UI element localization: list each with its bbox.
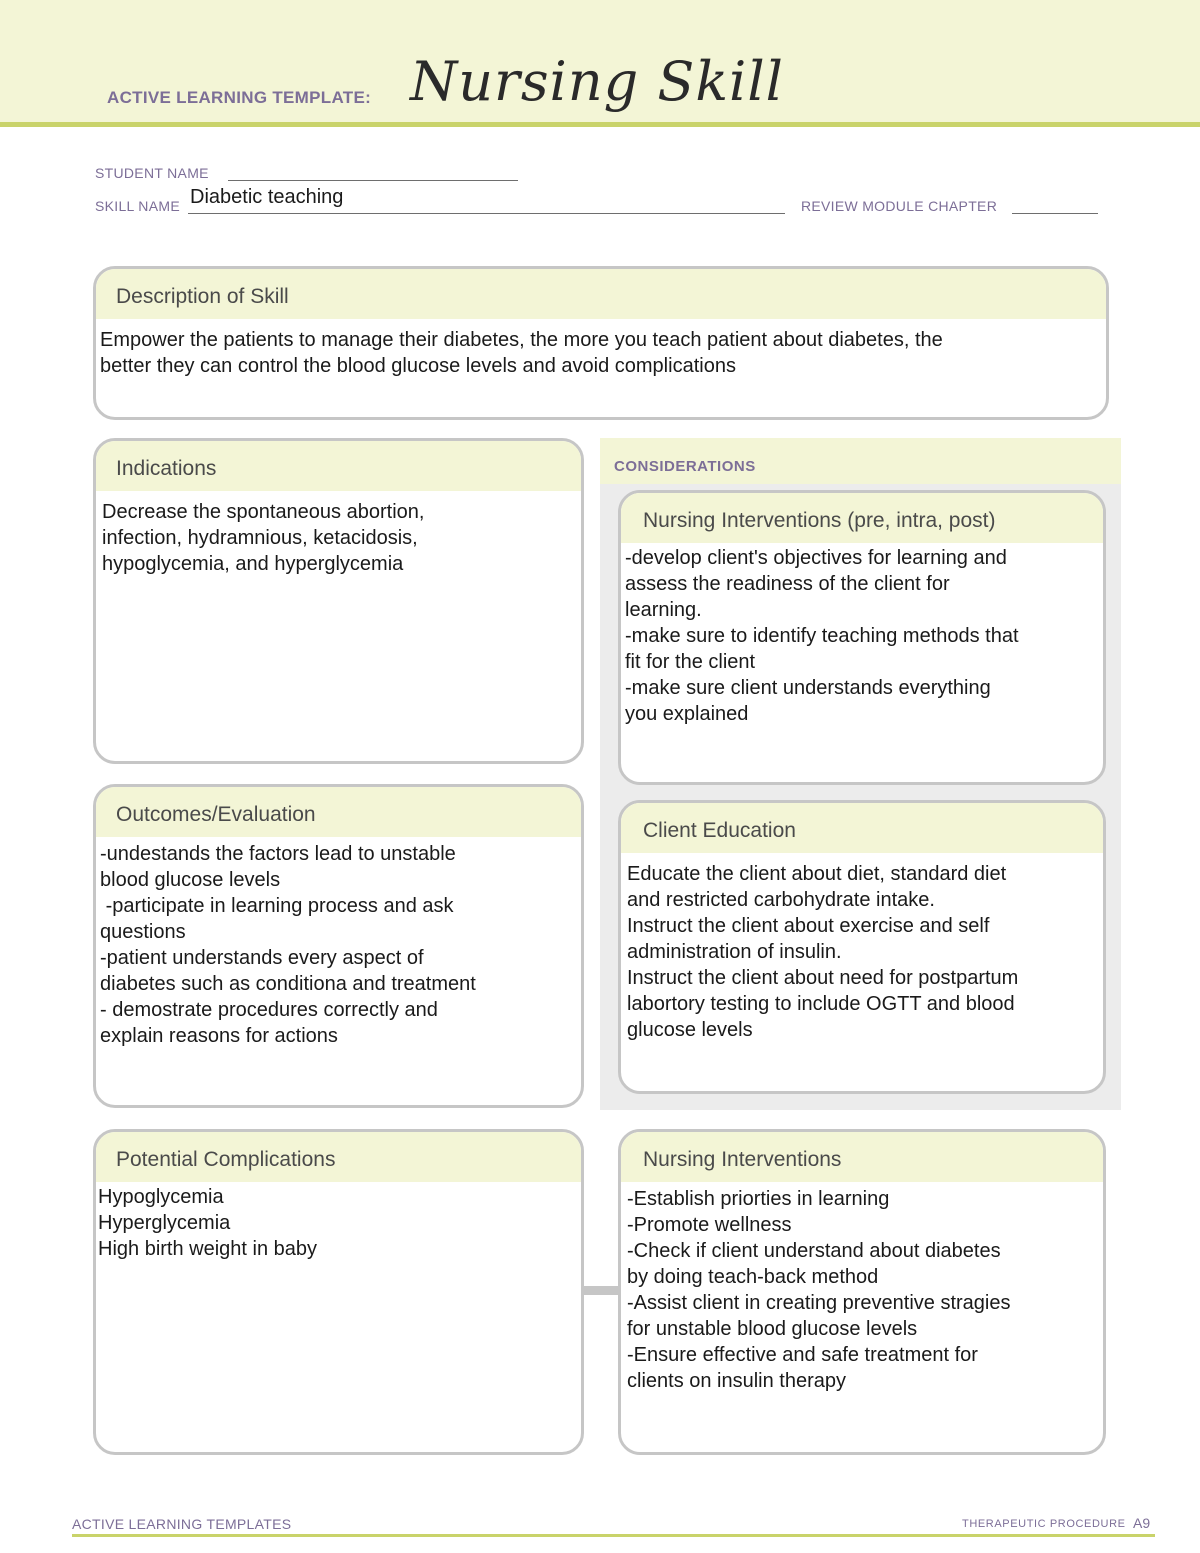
outcomes-title: Outcomes/Evaluation xyxy=(96,787,581,837)
nursing-interventions-pip-line: learning. xyxy=(625,599,702,621)
complications-title: Potential Complications xyxy=(96,1132,581,1182)
nursing-interventions-title: Nursing Interventions xyxy=(621,1132,1103,1182)
client-education-title: Client Education xyxy=(621,803,1103,853)
nursing-interventions-pip-body xyxy=(621,543,1103,727)
footer-left: ACTIVE LEARNING TEMPLATES xyxy=(72,1516,292,1532)
client-education-body xyxy=(621,853,1103,1043)
student-name-field[interactable] xyxy=(228,180,518,181)
complications-line: High birth weight in baby xyxy=(98,1238,318,1260)
footer-rule xyxy=(72,1534,1155,1537)
nursing-interventions-pip-line: -develop client's objectives for learning and xyxy=(625,547,1007,569)
indications-line: Decrease the spontaneous abortion, xyxy=(102,501,425,523)
nursing-interventions-line: clients on insulin therapy xyxy=(627,1370,847,1392)
template-label: ACTIVE LEARNING TEMPLATE: xyxy=(107,88,372,107)
nursing-interventions-line: -Assist client in creating preventive stragies xyxy=(627,1292,1011,1314)
indications-body xyxy=(96,491,581,577)
outcomes-line: -undestands the factors lead to unstable xyxy=(100,843,456,865)
nursing-interventions-pip-line: fit for the client xyxy=(625,651,756,673)
review-module-field[interactable] xyxy=(1012,213,1098,214)
indications-title: Indications xyxy=(96,441,581,491)
connector-bar xyxy=(583,1286,620,1295)
outcomes-line: questions xyxy=(100,921,186,943)
nursing-interventions-pip-box xyxy=(618,490,1106,785)
client-education-line: and restricted carbohydrate intake. xyxy=(627,889,935,911)
complications-body xyxy=(96,1182,581,1262)
client-education-line: Educate the client about diet, standard diet xyxy=(627,863,1007,885)
nursing-interventions-line: by doing teach-back method xyxy=(627,1266,879,1288)
description-title: Description of Skill xyxy=(96,269,1106,319)
outcomes-line: -participate in learning process and ask xyxy=(100,895,454,917)
complications-box xyxy=(93,1129,584,1455)
indications-box xyxy=(93,438,584,764)
description-line: better they can control the blood glucose levels and avoid complications xyxy=(100,355,736,377)
nursing-interventions-box xyxy=(618,1129,1106,1455)
skill-name-value: Diabetic teaching xyxy=(190,186,344,208)
complications-line: Hyperglycemia xyxy=(98,1212,231,1234)
nursing-interventions-body xyxy=(621,1182,1103,1394)
description-body xyxy=(96,319,1106,379)
nursing-interventions-line: -Ensure effective and safe treatment for xyxy=(627,1344,978,1366)
nursing-interventions-pip-title: Nursing Interventions (pre, intra, post) xyxy=(621,493,1103,543)
outcomes-line: - demostrate procedures correctly and xyxy=(100,999,438,1021)
nursing-interventions-line: for unstable blood glucose levels xyxy=(627,1318,918,1340)
description-box xyxy=(93,266,1109,420)
page-number: A9 xyxy=(1133,1515,1151,1531)
nursing-interventions-pip-line: -make sure client understands everything xyxy=(625,677,991,699)
considerations-label: CONSIDERATIONS xyxy=(614,458,756,475)
client-education-line: Instruct the client about exercise and self xyxy=(627,915,990,937)
header-rule xyxy=(0,122,1200,127)
nursing-interventions-line: -Promote wellness xyxy=(627,1214,792,1236)
outcomes-line: blood glucose levels xyxy=(100,869,281,891)
review-module-label: REVIEW MODULE CHAPTER xyxy=(801,198,998,214)
nursing-interventions-pip-line: assess the readiness of the client for xyxy=(625,573,950,595)
footer-right: THERAPEUTIC PROCEDURE xyxy=(962,1518,1126,1530)
complications-line: Hypoglycemia xyxy=(98,1186,224,1208)
outcomes-line: diabetes such as conditiona and treatment xyxy=(100,973,476,995)
client-education-line: glucose levels xyxy=(627,1019,753,1041)
nursing-interventions-line: -Check if client understand about diabetes xyxy=(627,1240,1001,1262)
outcomes-line: explain reasons for actions xyxy=(100,1025,338,1047)
client-education-line: administration of insulin. xyxy=(627,941,842,963)
outcomes-body xyxy=(96,837,581,1049)
client-education-line: Instruct the client about need for postpartum xyxy=(627,967,1019,989)
page-title: Nursing Skill xyxy=(410,50,784,113)
nursing-interventions-line: -Establish priorties in learning xyxy=(627,1188,890,1210)
indications-line: hypoglycemia, and hyperglycemia xyxy=(102,553,404,575)
client-education-box xyxy=(618,800,1106,1094)
student-name-label: STUDENT NAME xyxy=(95,165,209,181)
nursing-interventions-pip-line: -make sure to identify teaching methods that xyxy=(625,625,1019,647)
indications-line: infection, hydramnious, ketacidosis, xyxy=(102,527,418,549)
outcomes-line: -patient understands every aspect of xyxy=(100,947,424,969)
client-education-line: labortory testing to include OGTT and blood xyxy=(627,993,1015,1015)
skill-name-field[interactable] xyxy=(188,213,785,214)
description-line: Empower the patients to manage their diabetes, the more you teach patient about diabetes, the xyxy=(100,329,943,351)
outcomes-box xyxy=(93,784,584,1108)
nursing-interventions-pip-line: you explained xyxy=(625,703,749,725)
skill-name-label: SKILL NAME xyxy=(95,198,180,214)
